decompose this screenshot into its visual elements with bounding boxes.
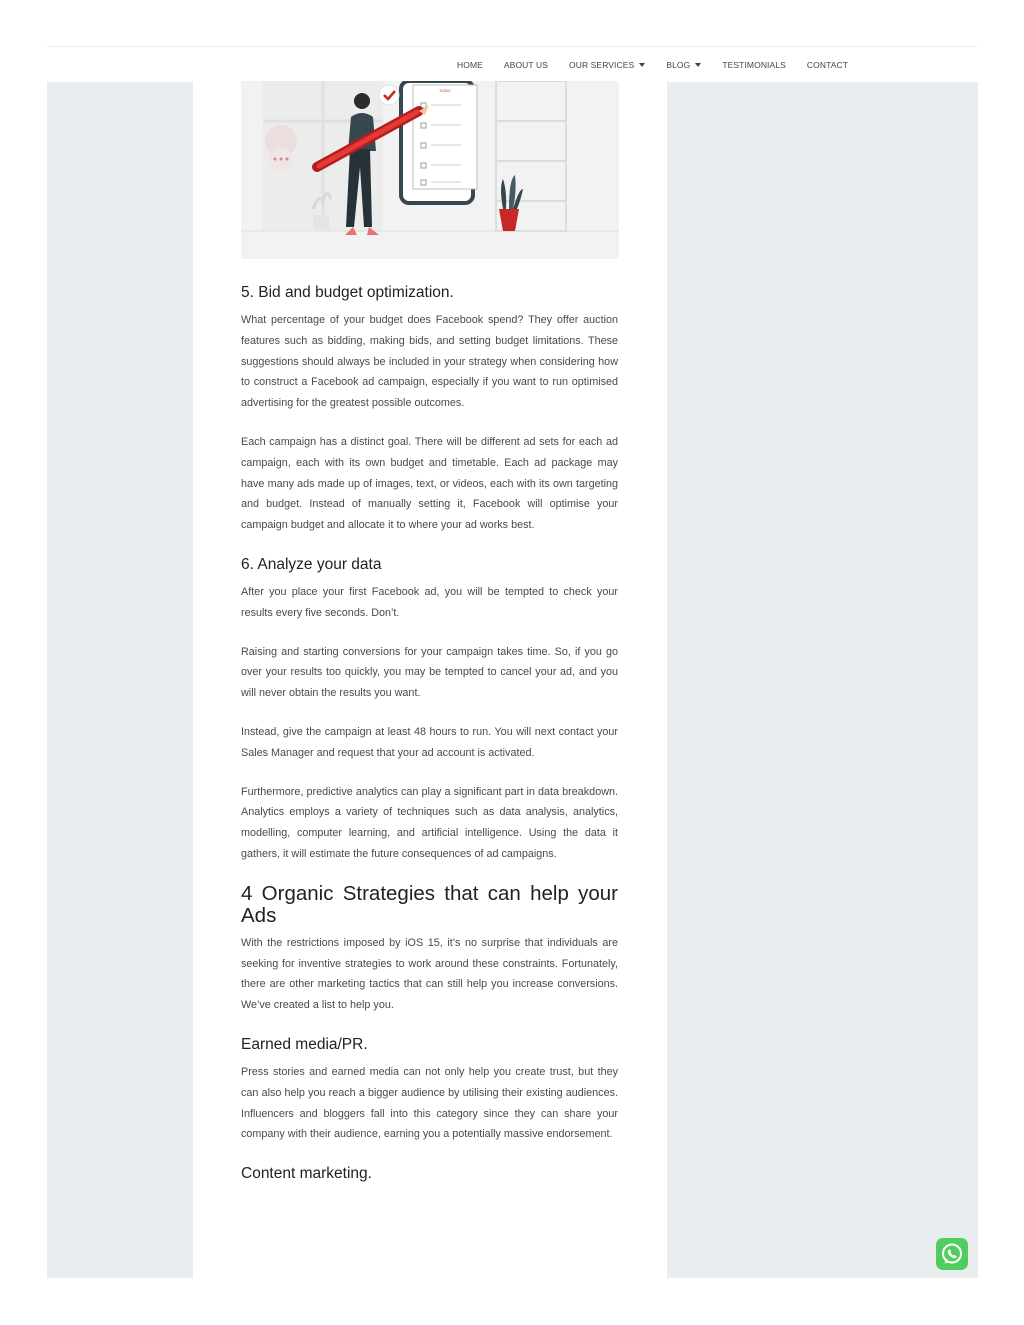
left-gutter bbox=[47, 46, 193, 1278]
section-heading-earned-media: Earned media/PR. bbox=[241, 1035, 368, 1053]
paragraph: With the restrictions imposed by iOS 15, it’s no surprise that individuals are seeking for inventive strategies to work around these constraints. Fortunately, there are other marketing tactics that can still help you increase conversions. We’ve created a list to help you. bbox=[241, 936, 618, 1012]
nav-home[interactable] bbox=[457, 60, 483, 70]
whatsapp-icon bbox=[940, 1242, 964, 1266]
hero-illustration bbox=[241, 81, 619, 259]
hero-illustration-svg bbox=[241, 81, 619, 259]
paragraph: Raising and starting conversions for your campaign takes time. So, if you go over your results too quickly, you may be tempted to cancel your ad, and you will never obtain the results you want. bbox=[241, 645, 618, 700]
caret-down-icon bbox=[695, 63, 701, 67]
right-sidebar bbox=[667, 46, 978, 1278]
paragraph: Furthermore, predictive analytics can play a significant part in data breakdown. Analytics employs a variety of techniques such as data analysis, analytics, modelling, computer learning, and artificial intelligence. Using the data it gathers, it will estimate the future consequences of ad campaigns. bbox=[241, 785, 618, 860]
top-navbar bbox=[47, 46, 978, 82]
nav-testimonials-label: TESTIMONIALS bbox=[722, 59, 786, 70]
nav-menu bbox=[457, 47, 869, 82]
whatsapp-chat-button[interactable] bbox=[936, 1238, 968, 1270]
section-heading-bid-budget: 5. Bid and budget optimization. bbox=[241, 284, 454, 301]
section-heading-organic-strategies: 4 Organic Strategies that can help your Ads bbox=[241, 881, 618, 927]
caret-down-icon bbox=[639, 63, 645, 67]
todo-label: TODO bbox=[439, 88, 451, 93]
paragraph: After you place your first Facebook ad, you will be tempted to check your results every five seconds. Don’t. bbox=[241, 585, 618, 619]
nav-about-us[interactable] bbox=[504, 60, 548, 70]
nav-testimonials[interactable] bbox=[722, 60, 786, 70]
section-heading-content-marketing: Content marketing. bbox=[241, 1165, 372, 1183]
paragraph: Each campaign has a distinct goal. There will be different ad sets for each ad campaign, each with its own budget and timetable. Each ad package may have many ads made up of images, text, or videos, each with its own targeting and budget. Instead of manually setting it, Facebook will optimise your campaign budget and allocate it to where your ad works best. bbox=[241, 435, 618, 532]
paragraph: Press stories and earned media can not only help you create trust, but they can also help you reach a bigger audience by utilising their existing audiences. Influencers and bloggers fall into this category since they can share your company with their audience, earning you a potentially massive endorsement. bbox=[241, 1065, 618, 1141]
nav-blog[interactable] bbox=[666, 60, 701, 70]
nav-about-label: ABOUT US bbox=[503, 59, 549, 70]
nav-contact-label: CONTACT bbox=[806, 59, 849, 70]
section-heading-analyze-data: 6. Analyze your data bbox=[241, 555, 382, 573]
nav-services-label: OUR SERVICES bbox=[569, 59, 635, 70]
nav-blog-label: BLOG bbox=[666, 59, 691, 70]
nav-contact[interactable] bbox=[807, 60, 848, 70]
nav-our-services[interactable] bbox=[569, 60, 645, 70]
paragraph: What percentage of your budget does Facebook spend? They offer auction features such as bidding, making bids, and setting budget limitations. These suggestions should always be included in your strategy when considering how to construct a Facebook ad campaign, especially if you want to run optimised advertising for the greatest possible outcomes. bbox=[241, 314, 618, 410]
article-body bbox=[241, 282, 618, 1191]
nav-home-label: HOME bbox=[457, 59, 483, 70]
paragraph: Instead, give the campaign at least 48 hours to run. You will next contact your Sales Manager and request that your ad account is activated. bbox=[241, 725, 618, 759]
